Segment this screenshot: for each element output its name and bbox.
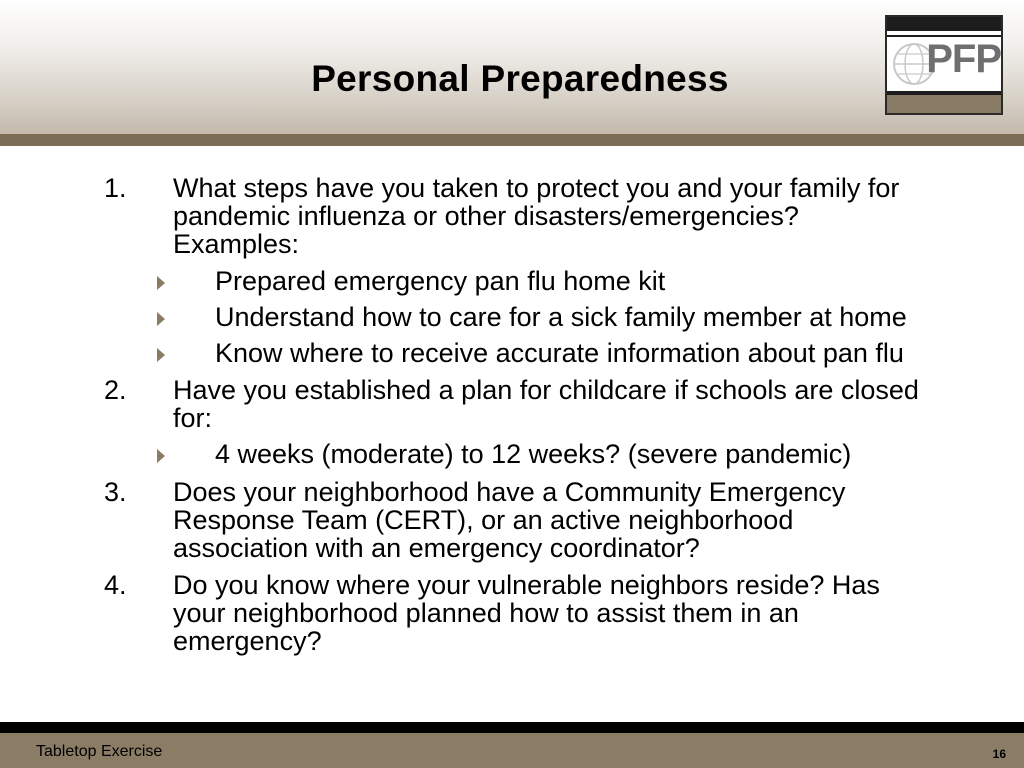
item-text-line: pandemic influenza or other disasters/emergencies? — [173, 201, 799, 231]
triangle-right-icon — [156, 311, 166, 327]
triangle-right-icon — [156, 448, 166, 464]
item-text-line: Response Team (CERT), or an active neighborhood — [173, 505, 794, 535]
item-text-line: Does your neighborhood have a Community Emergency — [173, 477, 846, 507]
sub-item-text: Prepared emergency pan flu home kit — [215, 266, 666, 296]
triangle-right-icon — [156, 275, 166, 291]
item-number: 4. — [104, 570, 127, 600]
item-text-line: Examples: — [173, 229, 300, 259]
item-text-line: association with an emergency coordinator? — [173, 533, 700, 563]
sub-item-text: 4 weeks (moderate) to 12 weeks? (severe pandemic) — [215, 439, 852, 469]
item-text-line: Have you established a plan for childcare if schools are closed — [173, 375, 919, 405]
item-number: 3. — [104, 477, 127, 507]
slide-title: Personal Preparedness — [311, 58, 729, 99]
item-text-line: emergency? — [173, 626, 322, 656]
item-text-line: for: — [173, 403, 213, 433]
item-number: 2. — [104, 375, 127, 405]
triangle-right-icon — [156, 347, 166, 363]
item-text-line: What steps have you taken to protect you and your family for — [173, 173, 900, 203]
item-text-line: Do you know where your vulnerable neighbors reside? Has — [173, 570, 880, 600]
item-number: 1. — [104, 173, 127, 203]
sub-item-text: Understand how to care for a sick family member at home — [215, 302, 907, 332]
logo-text: PFP — [926, 37, 1001, 81]
footer-rule — [0, 722, 1024, 733]
footer-label: Tabletop Exercise — [36, 743, 163, 760]
item-text-line: your neighborhood planned how to assist them in an — [173, 598, 799, 628]
sub-item-text: Know where to receive accurate information about pan flu — [215, 338, 904, 368]
page-number: 16 — [992, 747, 1006, 761]
